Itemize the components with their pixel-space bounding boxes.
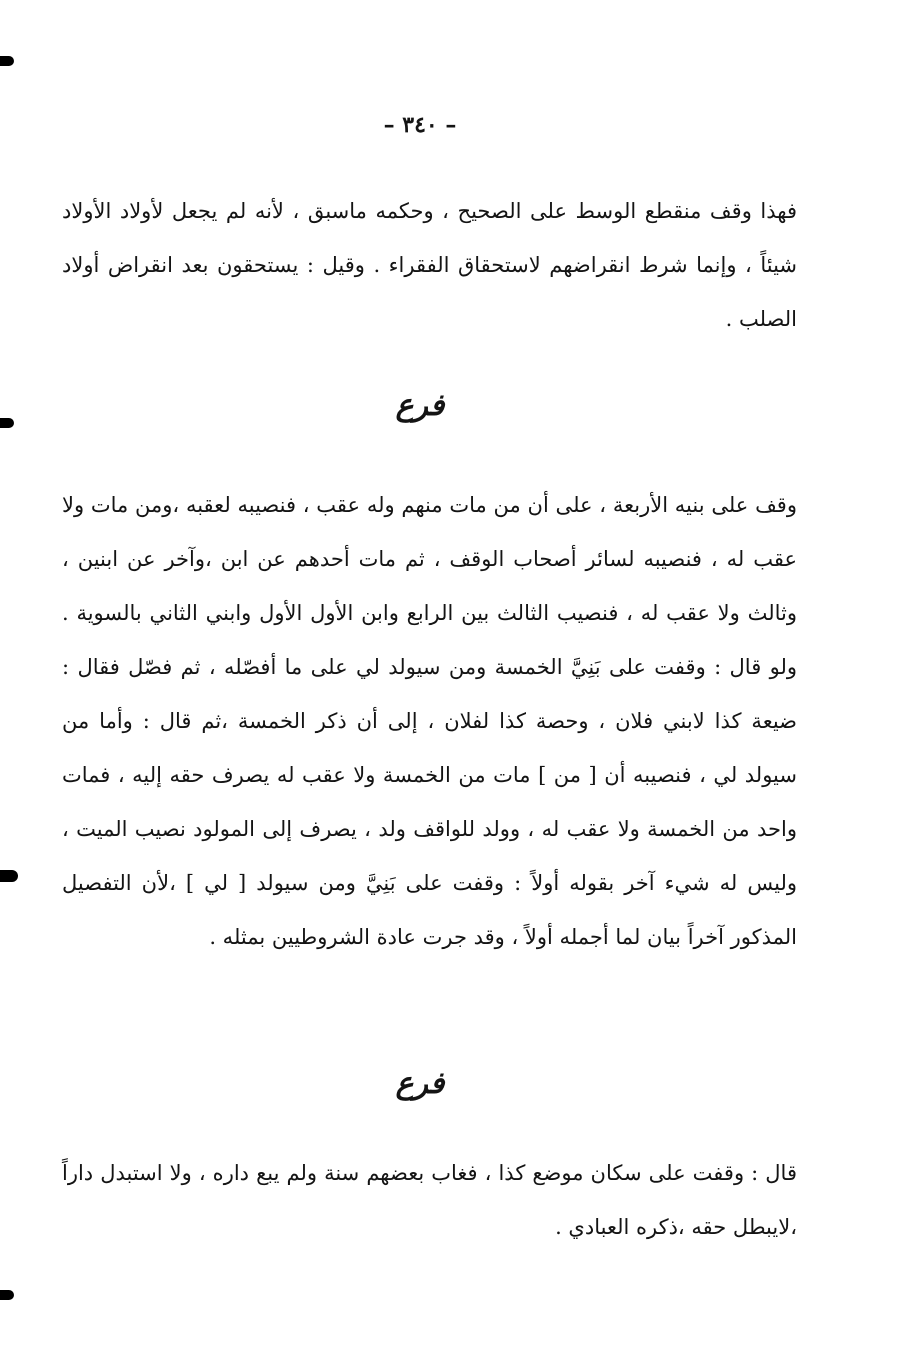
margin-mark (0, 1290, 14, 1300)
margin-mark (0, 56, 14, 66)
paragraph-1: فهذا وقف منقطع الوسط على الصحيح ، وحكمه ماسبق ، لأنه لم يجعل لأولاد الأولاد شيئاً ، وإنما شرط انقراضهم لاستحقاق الفقراء . وقيل : يستحقون بعد انقراض أولاد الصلب . (62, 199, 797, 331)
page-number: – ٣٤٠ – (383, 112, 457, 138)
section-heading-2: فرع (395, 1066, 445, 1101)
margin-mark (0, 870, 18, 882)
paragraph-3: قال : وقفت على سكان موضع كذا ، فغاب بعضهم سنة ولم يبع داره ، ولا استبدل داراً ،لايبطل حقه ،ذكره العبادي . (62, 1161, 797, 1239)
paragraph-2: وقف على بنيه الأربعة ، على أن من مات منهم وله عقب ، فنصيبه لعقبه ،ومن مات ولا عقب له ، فنصيبه لسائر أصحاب الوقف ، ثم مات أحدهم عن ابن ،وآخر عن ابنين ، وثالث ولا عقب له ، فنصيب الثالث بين الرابع وابن الأول الأول وابني الثاني بالسوية . ولو قال : وقفت على بَنِيَّ الخمسة ومن سيولد لي على ما أفصّله ، ثم فصّل فقال : ضيعة كذا لابني فلان ، وحصة كذا لفلان ، إلى أن ذكر الخمسة ،ثم قال : وأما من سيولد لي ، فنصيبه أن [ من ] مات من الخمسة ولا عقب له يصرف حقه إليه ، فمات واحد من الخمسة ولا عقب له ، وولد للواقف ولد ، يصرف إلى المولود نصيب الميت ، وليس له شيء آخر بقوله أولاً : وقفت على بَنِيَّ ومن سيولد [ لي ] ،لأن التفصيل المذكور آخراً بيان لما أجمله أولاً ، وقد جرت عادة الشروطيين بمثله . (62, 493, 797, 949)
section-heading-1: فرع (395, 388, 445, 423)
